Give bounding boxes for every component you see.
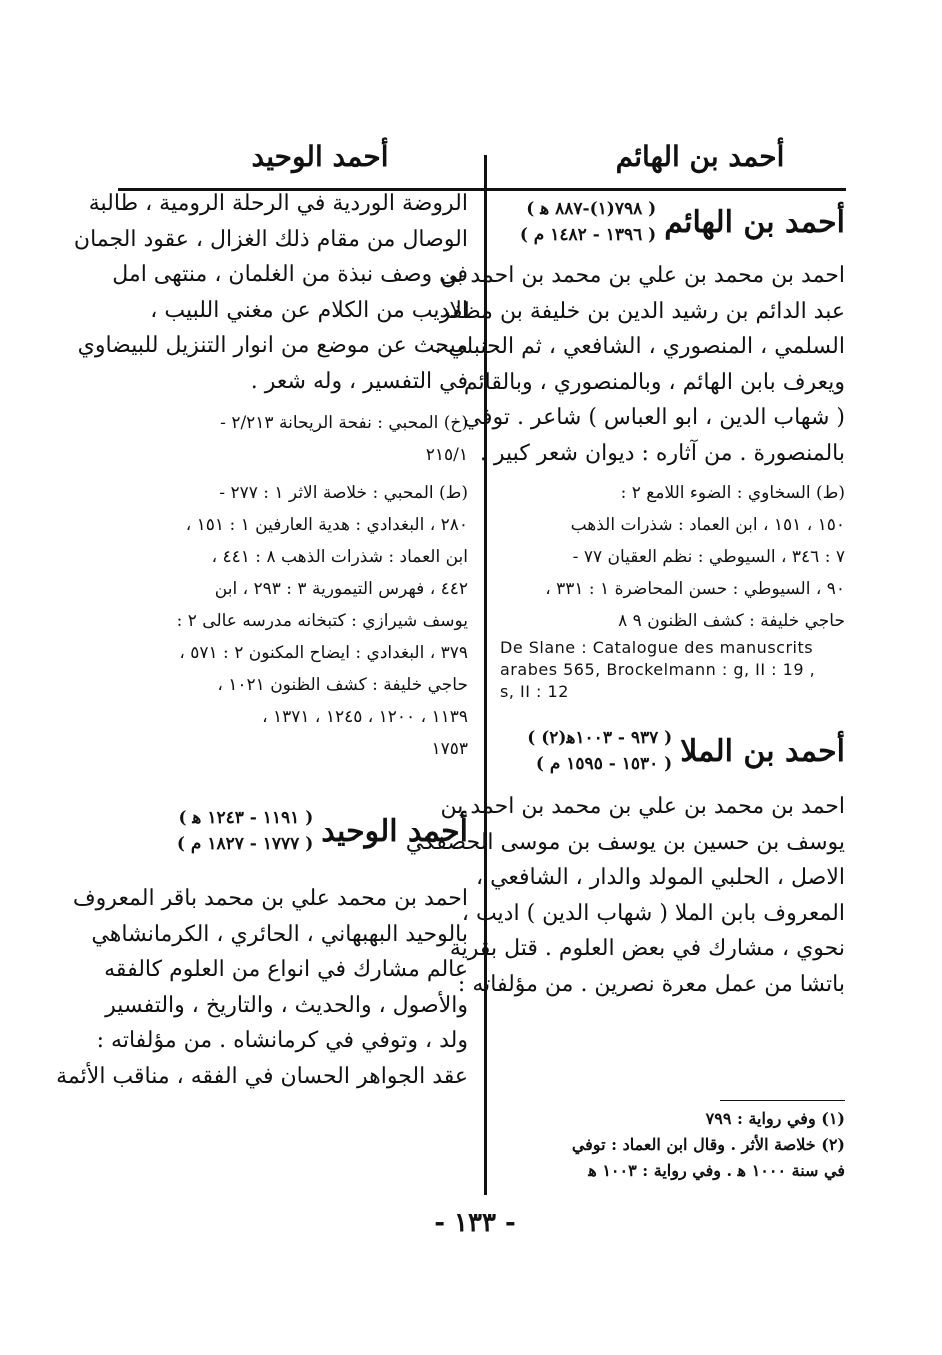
dates-hijri: ( ٧٩٨(١)-٨٨٧ ﻫ ) — [526, 199, 657, 219]
reference-line: ١٥٠ ، ١٥١ ، ابن العماد : شذرات الذهب — [570, 515, 845, 535]
reference-line: يوسف شيرازي : كتبخانه مدرسه عالى ٢ : — [176, 611, 468, 631]
entry-name: أحمد الوحيد — [321, 813, 468, 849]
body-line: في وصف نبذة من الغلمان ، منتهى امل — [112, 262, 468, 287]
body-line: الروضة الوردية في الرحلة الرومية ، طالبة — [88, 191, 468, 216]
body-line: الاصل ، الحلبي المولد والدار ، الشافعي ، — [475, 865, 845, 890]
body-line: يوسف بن حسين بن يوسف بن موسى الحصفكي — [405, 829, 845, 855]
reference-line: ١٧٥٣ — [431, 739, 468, 759]
dates-gregorian: ( ١٧٧٧ - ١٨٢٧ م ) — [176, 834, 314, 854]
entry-heading — [500, 725, 845, 777]
body-line: والأصول ، والحديث ، والتاريخ ، والتفسير — [105, 992, 468, 1018]
dates-hijri: ( ١١٩١ - ١٢٤٣ ﻫ ) — [178, 808, 314, 828]
body-line: احمد بن محمد بن علي بن محمد بن احمد بن — [440, 263, 845, 288]
reference-line: حاجي خليفة : كشف الظنون ٩ ٨ — [618, 611, 845, 631]
reference-line: ٤٤٢ ، فهرس التيمورية ٣ : ٢٩٣ ، ابن — [214, 579, 468, 599]
body-line: احمد بن محمد علي بن محمد باقر المعروف — [72, 886, 468, 911]
body-line: ولد ، وتوفي في كرمانشاه . من مؤلفاته : — [96, 1028, 468, 1053]
body-line: عقد الجواهر الحسان في الفقه ، مناقب الأئمة — [56, 1063, 468, 1089]
entry-name: أحمد بن الملا — [680, 733, 845, 769]
reference-line: حاجي خليفة : كشف الظنون ١٠٢١ ، — [217, 675, 468, 695]
body-line: المعروف بابن الملا ( شهاب الدين ) اديب ، — [461, 900, 845, 926]
latin-reference-line: De Slane : Catalogue des manuscrits — [500, 638, 814, 657]
entry-dates — [177, 805, 313, 857]
footnotes — [500, 1106, 845, 1184]
latin-reference-line: s, II : 12 — [500, 682, 569, 701]
reference-line: ٩٠ ، السيوطي : حسن المحاضرة ١ : ٣٣١ ، — [545, 579, 845, 599]
running-header-left: أحمد الوحيد — [251, 140, 389, 173]
reference-line: (خ) المحبي : نفحة الريحانة ٢/٢١٣ - — [220, 413, 468, 433]
entry-dates — [520, 196, 656, 248]
footnote-rule — [720, 1100, 845, 1101]
footnote-line: في سنة ١٠٠٠ ﻫ . وفي رواية : ١٠٠٣ ﻫ — [588, 1161, 845, 1180]
reference-line: ٣٧٩ ، البغدادي : ايضاح المكنون ٢ : ٥٧١ ، — [179, 643, 468, 663]
dates-gregorian: ( ١٥٣٠ - ١٥٩٥ م ) — [535, 754, 673, 774]
reference-line: ٢١٥/١ — [425, 445, 468, 465]
footnote-line: (١) وفي رواية : ٧٩٩ — [705, 1109, 845, 1128]
body-line: ويعرف بابن الهائم ، وبالمنصوري ، وبالقائم — [463, 369, 845, 395]
body-line: في التفسير ، وله شعر . — [250, 368, 468, 394]
body-line: احمد بن محمد بن علي بن محمد بن احمد بن — [440, 794, 845, 819]
dates-hijri: ( ٩٣٧ - ١٠٠٣ﻫ(٢) ) — [527, 728, 673, 748]
body-line: نحوي ، مشارك في بعض العلوم . قتل بقرية — [449, 936, 845, 961]
reference-line: (ط) السخاوي : الضوء اللامع ٢ : — [620, 483, 845, 503]
page-number: - ١٣٣ - — [434, 1208, 516, 1238]
entry-heading — [500, 196, 845, 248]
entry-dates — [527, 725, 672, 777]
reference-line: ٢٨٠ ، البغدادي : هدية العارفين ١ : ١٥١ ، — [185, 515, 468, 535]
left-column — [56, 186, 468, 1094]
body-line: بالوحيد البهبهاني ، الحائري ، الكرمانشاهي — [91, 921, 468, 947]
body-line: عالم مشارك في انواع من العلوم كالفقه — [104, 957, 468, 982]
body-line: ( شهاب الدين ، ابو العباس ) شاعر . توفي — [463, 405, 845, 430]
reference-line: ١١٣٩ ، ١٢٠٠ ، ١٢٤٥ ، ١٣٧١ ، — [262, 707, 468, 727]
latin-reference-line: arabes 565, Brockelmann : g, II : 19 , — [500, 660, 816, 679]
body-line: السلمي ، المنصوري ، الشافعي ، ثم الحنبلي ، — [434, 334, 845, 359]
dates-gregorian: ( ١٣٩٦ - ١٤٨٢ م ) — [519, 225, 657, 245]
reference-line: ابن العماد : شذرات الذهب ٨ : ٤٤١ ، — [211, 547, 468, 567]
body-line: الوصال من مقام ذلك الغزال ، عقود الجمان — [73, 226, 468, 252]
footnote-line: (٢) خلاصة الأثر . وقال ابن العماد : توفي — [571, 1135, 845, 1154]
entry-name: أحمد بن الهائم — [664, 204, 845, 240]
body-line: مبحث عن موضع من انوار التنزيل للبيضاوي — [77, 333, 468, 358]
reference-line: (ط) المحبي : خلاصة الاثر ١ : ٢٧٧ - — [219, 483, 468, 503]
running-header-right: أحمد بن الهائم — [615, 140, 785, 173]
entry-heading — [110, 805, 468, 857]
body-line: باتشا من عمل معرة نصرين . من مؤلفاته : — [457, 971, 845, 997]
body-line: عبد الدائم بن رشيد الدين بن خليفة بن مظفر — [439, 298, 845, 324]
body-line: الاديب من الكلام عن مغني اللبيب ، — [150, 297, 468, 323]
body-line: بالمنصورة . من آثاره : ديوان شعر كبير . — [479, 440, 845, 466]
reference-line: ٧ : ٣٤٦ ، السيوطي : نظم العقيان ٧٧ - — [572, 547, 845, 567]
